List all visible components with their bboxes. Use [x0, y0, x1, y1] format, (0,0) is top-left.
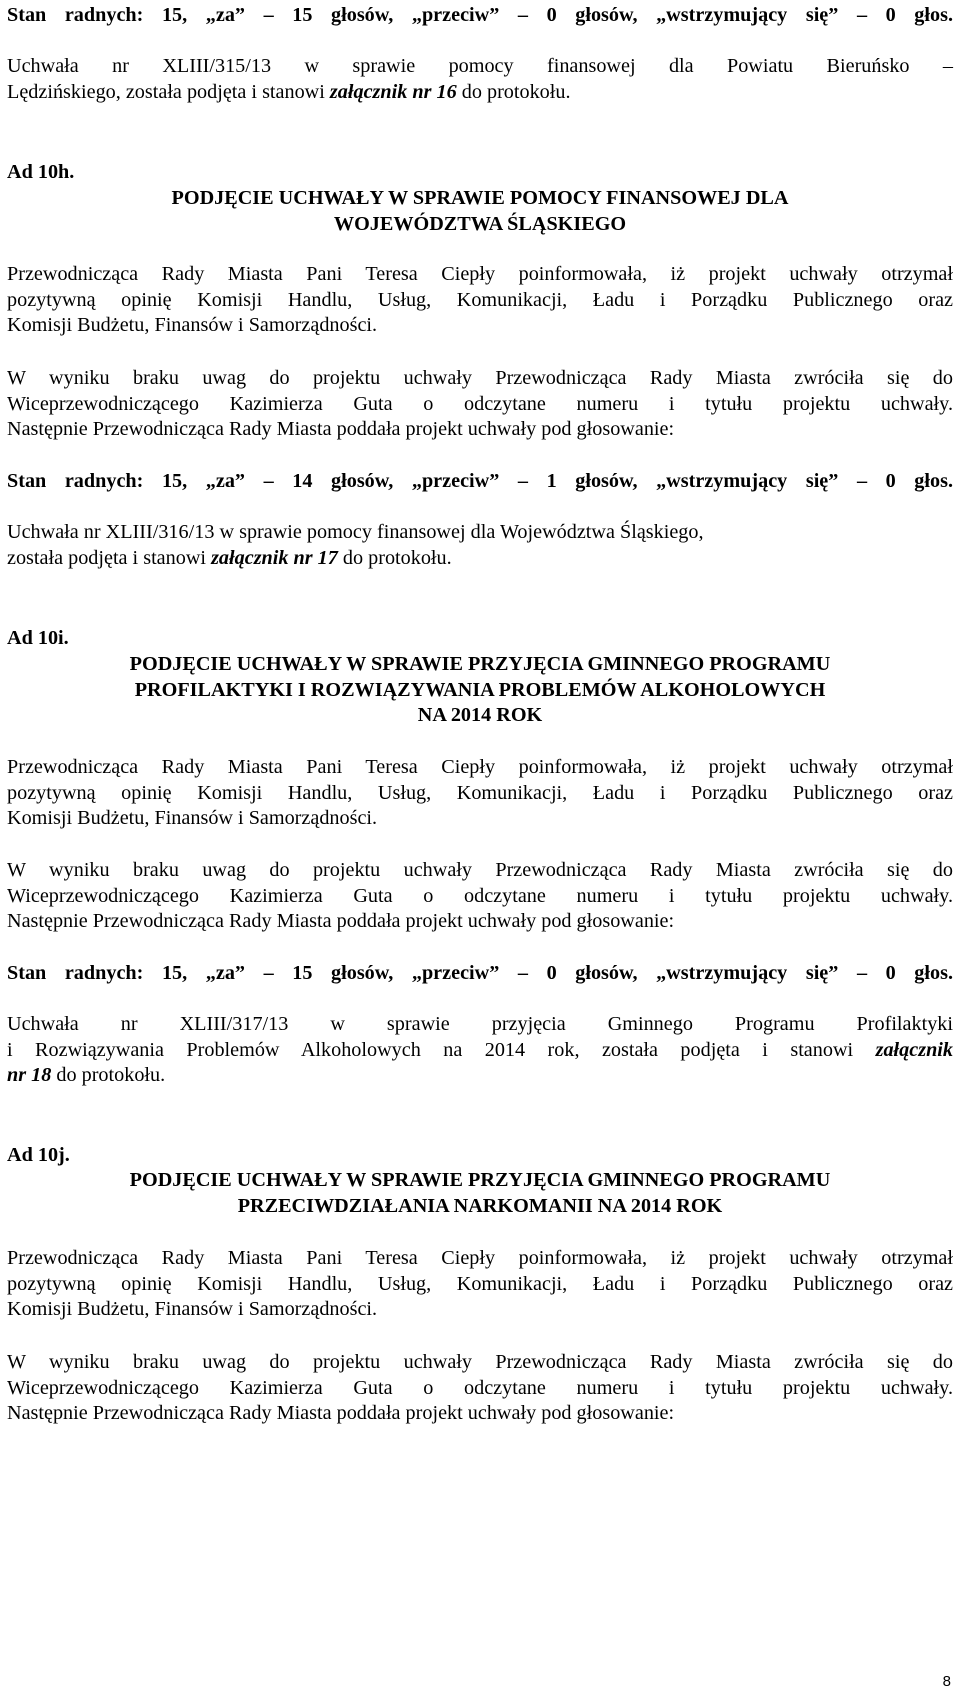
attachment-ref: załącznik	[875, 1038, 953, 1061]
resolution-text-line: Uchwała nr XLIII/315/13 w sprawie pomocy finansowej dla Powiatu Bieruńsko –	[7, 55, 953, 77]
vote-result: Stan radnych: 15, „za” – 15 głosów, „przeciw” – 0 głosów, „wstrzymujący się” – 0 głos.	[7, 962, 953, 984]
resolution-text: do protokołu.	[337, 546, 452, 569]
section-10h	[7, 160, 953, 186]
vote-result-10i	[7, 961, 953, 987]
resolution-text-line: Uchwała nr XLIII/316/13 w sprawie pomocy finansowej dla Województwa Śląskiego,	[7, 521, 704, 543]
section-label: Ad 10j.	[7, 1144, 70, 1166]
paragraph-line: Wiceprzewodniczącego Kazimierza Guta o odczytane numeru i tytułu projektu uchwały.	[7, 1376, 953, 1399]
section-10i	[7, 626, 953, 652]
resolution-text-line	[7, 80, 953, 106]
paragraph-line: pozytywną opinię Komisji Handlu, Usług, Komunikacji, Ładu i Porządku Publicznego oraz	[7, 288, 953, 311]
attachment-ref: załącznik nr 16	[329, 80, 457, 103]
vote-result-10h	[7, 469, 953, 495]
section-title-line: PODJĘCIE UCHWAŁY W SPRAWIE PRZYJĘCIA GMINNEGO PROGRAMU	[129, 1169, 831, 1191]
resolution-text-line	[7, 1038, 953, 1064]
paragraph-line: Przewodnicząca Rady Miasta Pani Teresa Ciepły poinformowała, iż projekt uchwały otrzymał	[7, 756, 953, 778]
section-label: Ad 10i.	[7, 627, 69, 649]
resolution-text: i Rozwiązywania Problemów Alkoholowych na 2014 rok, została podjęta i stanowi	[7, 1038, 876, 1061]
page-number: 8	[942, 1672, 951, 1690]
section-title-10j	[7, 1168, 953, 1219]
paragraph-line: Komisji Budżetu, Finansów i Samorządności.	[7, 1298, 378, 1320]
paragraph-line: W wyniku braku uwag do projektu uchwały Przewodnicząca Rady Miasta zwróciła się do	[7, 859, 953, 881]
paragraph-line: W wyniku braku uwag do projektu uchwały Przewodnicząca Rady Miasta zwróciła się do	[7, 1351, 953, 1373]
resolution-text: Lędzińskiego, została podjęta i stanowi	[7, 80, 330, 103]
resolution-text-line	[7, 1063, 953, 1089]
paragraph-line: Komisji Budżetu, Finansów i Samorządności.	[7, 807, 378, 829]
resolution-text: do protokołu.	[456, 80, 571, 103]
vote-result: Stan radnych: 15, „za” – 14 głosów, „przeciw” – 1 głosów, „wstrzymujący się” – 0 głos.	[7, 470, 953, 492]
paragraph-line: W wyniku braku uwag do projektu uchwały Przewodnicząca Rady Miasta zwróciła się do	[7, 367, 953, 389]
resolution-block-g	[7, 54, 953, 105]
paragraph-line: Przewodnicząca Rady Miasta Pani Teresa Ciepły poinformowała, iż projekt uchwały otrzymał	[7, 1247, 953, 1269]
resolution-text-line	[7, 546, 953, 572]
section-title-line: PROFILAKTYKI I ROZWIĄZYWANIA PROBLEMÓW ALKOHOLOWYCH	[134, 678, 826, 701]
resolution-text: do protokołu.	[51, 1064, 166, 1086]
paragraph-line: Następnie Przewodnicząca Rady Miasta poddała projekt uchwały pod głosowanie:	[7, 1402, 675, 1424]
section-title-10i	[7, 652, 953, 729]
section-title-line: PODJĘCIE UCHWAŁY W SPRAWIE PRZYJĘCIA GMINNEGO PROGRAMU	[129, 653, 831, 675]
attachment-ref: nr 18	[7, 1064, 52, 1086]
section-label: Ad 10h.	[7, 161, 75, 183]
paragraph-procedure-10i	[7, 858, 953, 935]
resolution-text-line: Uchwała nr XLIII/317/13 w sprawie przyjęcia Gminnego Programu Profilaktyki	[7, 1013, 953, 1035]
paragraph-line: Następnie Przewodnicząca Rady Miasta poddała projekt uchwały pod głosowanie:	[7, 418, 675, 440]
paragraph-line: Wiceprzewodniczącego Kazimierza Guta o odczytane numeru i tytułu projektu uchwały.	[7, 884, 953, 907]
paragraph-opinion-10j	[7, 1246, 953, 1323]
paragraph-line: Komisji Budżetu, Finansów i Samorządności.	[7, 314, 378, 336]
paragraph-line: Następnie Przewodnicząca Rady Miasta poddała projekt uchwały pod głosowanie:	[7, 910, 675, 932]
resolution-text: została podjęta i stanowi	[7, 546, 212, 569]
paragraph-opinion-10h	[7, 262, 953, 339]
paragraph-opinion-10i	[7, 755, 953, 832]
paragraph-line: pozytywną opinię Komisji Handlu, Usług, Komunikacji, Ładu i Porządku Publicznego oraz	[7, 1272, 953, 1295]
vote-result: Stan radnych: 15, „za” – 15 głosów, „przeciw” – 0 głosów, „wstrzymujący się” – 0 głos.	[7, 4, 953, 26]
resolution-block-10i	[7, 1012, 953, 1089]
section-title-line: WOJEWÓDZTWA ŚLĄSKIEGO	[333, 212, 627, 235]
section-title-line: PODJĘCIE UCHWAŁY W SPRAWIE POMOCY FINANSOWEJ DLA	[171, 187, 789, 209]
paragraph-procedure-10j	[7, 1350, 953, 1427]
section-title-line: NA 2014 ROK	[417, 704, 543, 726]
section-title-line: PRZECIWDZIAŁANIA NARKOMANII NA 2014 ROK	[237, 1194, 723, 1217]
section-10j	[7, 1143, 953, 1169]
paragraph-procedure-10h	[7, 366, 953, 443]
resolution-block-10h	[7, 520, 953, 571]
paragraph-line: Wiceprzewodniczącego Kazimierza Guta o odczytane numeru i tytułu projektu uchwały.	[7, 392, 953, 415]
vote-result-block-g	[7, 3, 953, 29]
paragraph-line: Przewodnicząca Rady Miasta Pani Teresa Ciepły poinformowała, iż projekt uchwały otrzymał	[7, 263, 953, 285]
attachment-ref: załącznik nr 17	[211, 546, 338, 569]
paragraph-line: pozytywną opinię Komisji Handlu, Usług, Komunikacji, Ładu i Porządku Publicznego oraz	[7, 781, 953, 804]
section-title-10h	[7, 186, 953, 237]
